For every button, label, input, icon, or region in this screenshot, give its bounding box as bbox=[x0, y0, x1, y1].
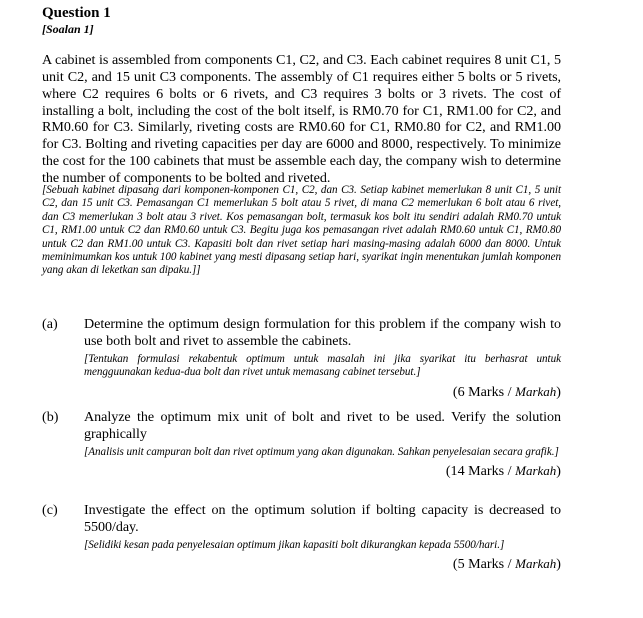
question-intro-malay: [Sebuah kabinet dipasang dari komponen-komponen C1, C2, dan C3. Setiap kabinet memerlukan 8 unit C1, 5 unit C2, dan 15 unit C3. Pemasangan C1 memerlukan 5 bolt atau 5 rivet, di mana C2 memerlukan 6 bolt atau 6 rivet, dan C3 memerlukan 3 bolt atau 3 rivet. Kos pemasangan bolt, termasuk kos bolt itu sendiri adalah RM0.70 untuk C1, RM1.00 untuk C2 dan RM0.60 untuk C3. Begitu juga kos pemasangan rivet adalah RM0.60 untuk C1, RM0.80 untuk C2 dan RM1.00 untuk C3. Kapasiti bolt dan rivet setiap hari masing-masing adalah 6000 dan 8000. Untuk meminimumkan kos untuk 100 kabinet yang mesti dipasang setiap hari, syarikat ingin menentukan jumlah komponen yang akan di leketkan san dipaku.]] bbox=[42, 184, 561, 277]
part-c-body bbox=[84, 502, 561, 573]
part-c-text-english: Investigate the effect on the optimum solution if bolting capacity is decreased to 5500/day. bbox=[84, 502, 561, 535]
part-a-text-english: Determine the optimum design formulation for this problem if the company wish to use both bolt and rivet to assemble the cabinets. bbox=[84, 316, 561, 349]
part-b-body bbox=[84, 409, 561, 480]
part-c-marks bbox=[84, 556, 561, 573]
part-b-marks bbox=[84, 463, 561, 480]
part-c-marks-open: (5 Marks / bbox=[452, 556, 516, 573]
part-a-marks-close: ) bbox=[556, 383, 561, 400]
part-c-marks-malay: Markah bbox=[515, 556, 557, 572]
question-intro-english: A cabinet is assembled from components C1, C2, and C3. Each cabinet requires 8 unit C1, 5 unit C2, and 15 unit C3 components. The assembly of C1 requires either 5 bolts or 5 rivets, where C2 requires 6 bolts or 6 rivets, and C3 requires 3 bolts or 3 rivets. The cost of installing a bolt, including the cost of the bolt itself, is RM0.70 for C1, RM1.00 for C2, and RM0.60 for C3. Similarly, riveting costs are RM0.60 for C1, RM0.80 for C2, and RM1.00 for C3. Bolting and riveting capacities per day are 6000 and 8000, respectively. To minimize the cost for the 100 cabinets that must be assemble each day, the company wish to determine the number of components to be bolted and riveted. bbox=[42, 52, 561, 186]
part-b-marks-malay: Markah bbox=[515, 463, 557, 479]
part-c-text-malay: [Selidiki kesan pada penyelesaian optimum jikan kapasiti bolt dikurangkan kepada 5500/hari.] bbox=[84, 538, 505, 551]
question-subtitle: [Soalan 1] bbox=[42, 22, 94, 36]
part-c-marks-close: ) bbox=[556, 556, 561, 573]
part-a-label: (a) bbox=[42, 316, 58, 332]
part-a-marks-open: (6 Marks / bbox=[452, 383, 516, 400]
part-b-label: (b) bbox=[42, 409, 59, 425]
part-a-marks bbox=[84, 384, 561, 401]
part-b-text-english: Analyze the optimum mix unit of bolt and rivet to be used. Verify the solution graphically bbox=[84, 409, 561, 442]
part-a-text-malay: [Tentukan formulasi rekabentuk optimum untuk masalah ini jika syarikat itu berhasrat untuk mengguunakan kedua-dua bolt dan rivet untuk memasang cabinet tersebut.] bbox=[84, 352, 561, 379]
question-title: Question 1 bbox=[42, 5, 111, 21]
part-c-label: (c) bbox=[42, 502, 58, 518]
part-b-marks-close: ) bbox=[556, 463, 561, 480]
part-a-marks-malay: Markah bbox=[515, 383, 557, 399]
part-b-text-malay: [Analisis unit campuran bolt dan rivet optimum yang akan digunakan. Sahkan penyelesaian secara grafik.] bbox=[84, 445, 559, 458]
part-b-marks-open: (14 Marks / bbox=[445, 463, 516, 480]
part-a-body bbox=[84, 316, 561, 400]
